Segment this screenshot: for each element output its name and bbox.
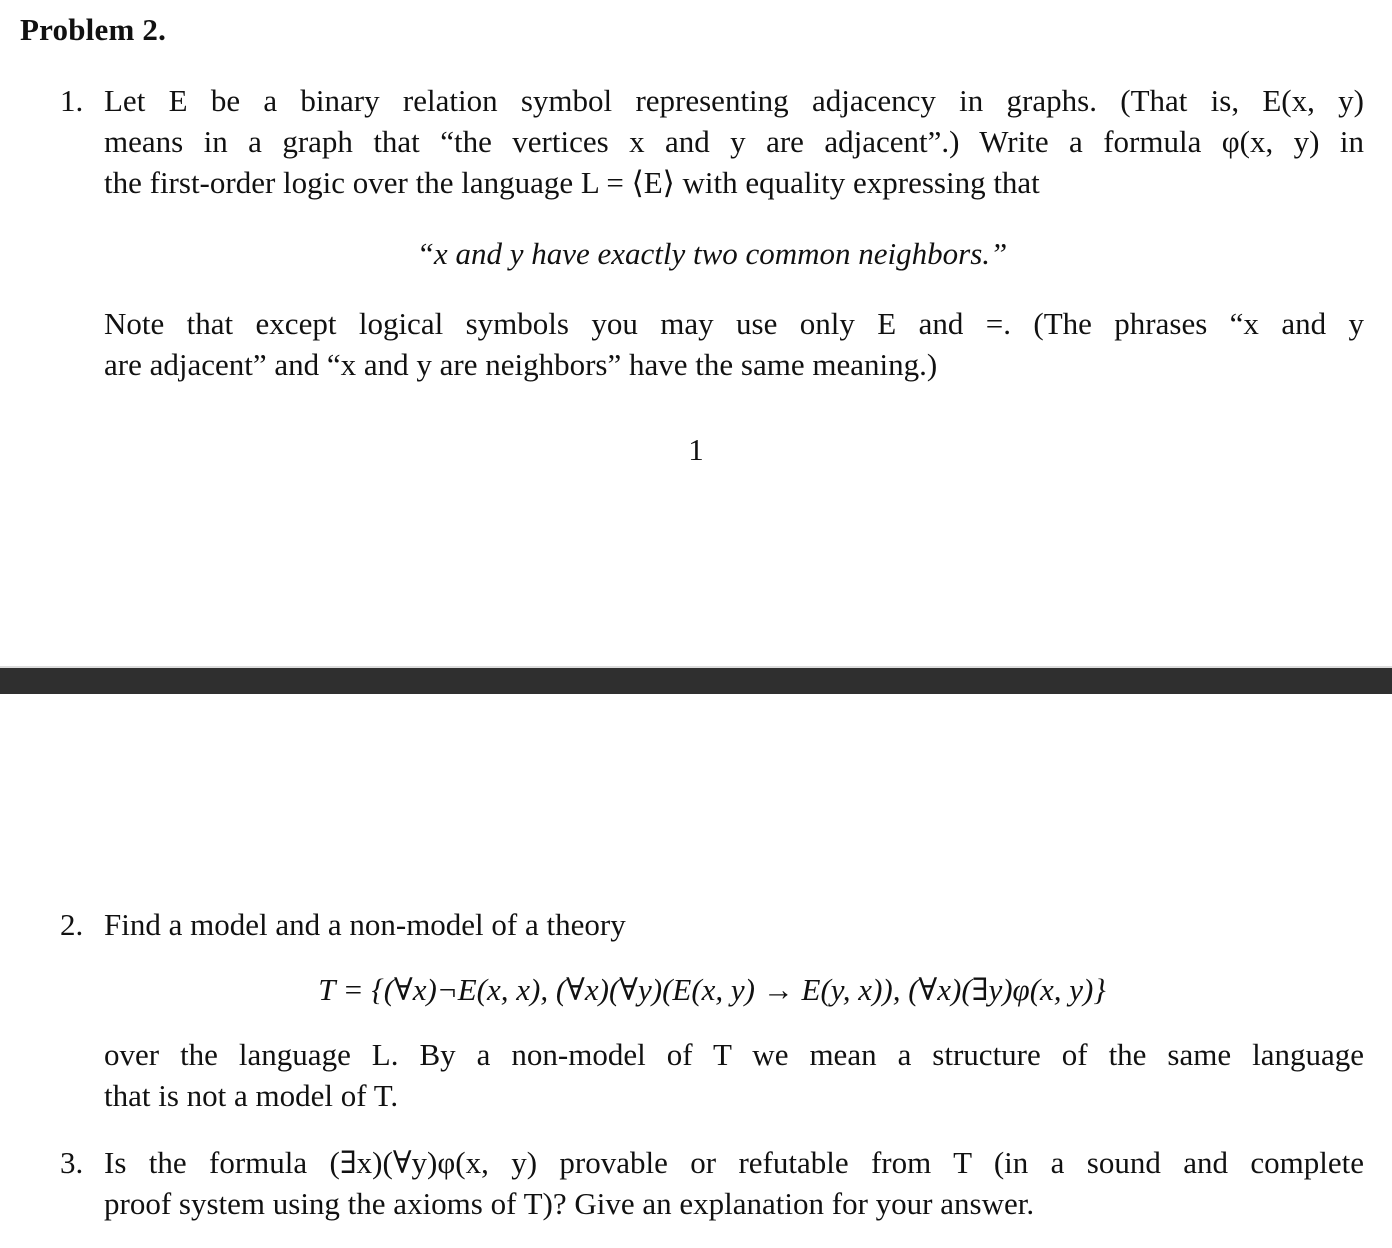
theory-formula: T = {(∀x)¬E(x, x), (∀x)(∀y)(E(x, y) → E(y, x)), (∀x)(∃y)φ(x, y)} [318, 972, 1106, 1007]
page-divider [0, 666, 1392, 694]
item3-line-2: proof system using the axioms of T)? Give an explanation for your answer. [104, 1186, 1035, 1221]
page-number: 1 [688, 432, 704, 467]
item2-line-3: that is not a model of T. [104, 1078, 399, 1113]
item1-line-1: Let E be a binary relation symbol representing adjacency in graphs. (That is, E(x, y) [104, 83, 1364, 118]
item3-line-1: Is the formula (∃x)(∀y)φ(x, y) provable or refutable from T (in a sound and complete [104, 1145, 1364, 1180]
display-quote: “x and y have exactly two common neighbors.” [416, 236, 1008, 271]
problem-item-2 [60, 904, 1364, 1116]
item-number: 3. [60, 1145, 84, 1180]
problem-heading: Problem 2. [20, 12, 167, 47]
page-bottom [0, 694, 1392, 1248]
problem-item-3 [60, 1142, 1364, 1224]
item2-line-1: Find a model and a non-model of a theory [104, 907, 626, 942]
item2-line-2: over the language L. By a non-model of T we mean a structure of the same language [104, 1037, 1364, 1072]
item1-note-1: Note that except logical symbols you may use only E and =. (The phrases “x and y [104, 306, 1364, 341]
item1-note-2: are adjacent” and “x and y are neighbors” have the same meaning.) [104, 347, 938, 382]
item1-line-2: means in a graph that “the vertices x and y are adjacent”.) Write a formula φ(x, y) in [104, 124, 1364, 159]
problem-item-1 [60, 80, 1364, 385]
item-number: 1. [60, 83, 84, 118]
item-number: 2. [60, 907, 84, 942]
item1-line-3: the first-order logic over the language L = ⟨E⟩ with equality expressing that [104, 165, 1040, 200]
